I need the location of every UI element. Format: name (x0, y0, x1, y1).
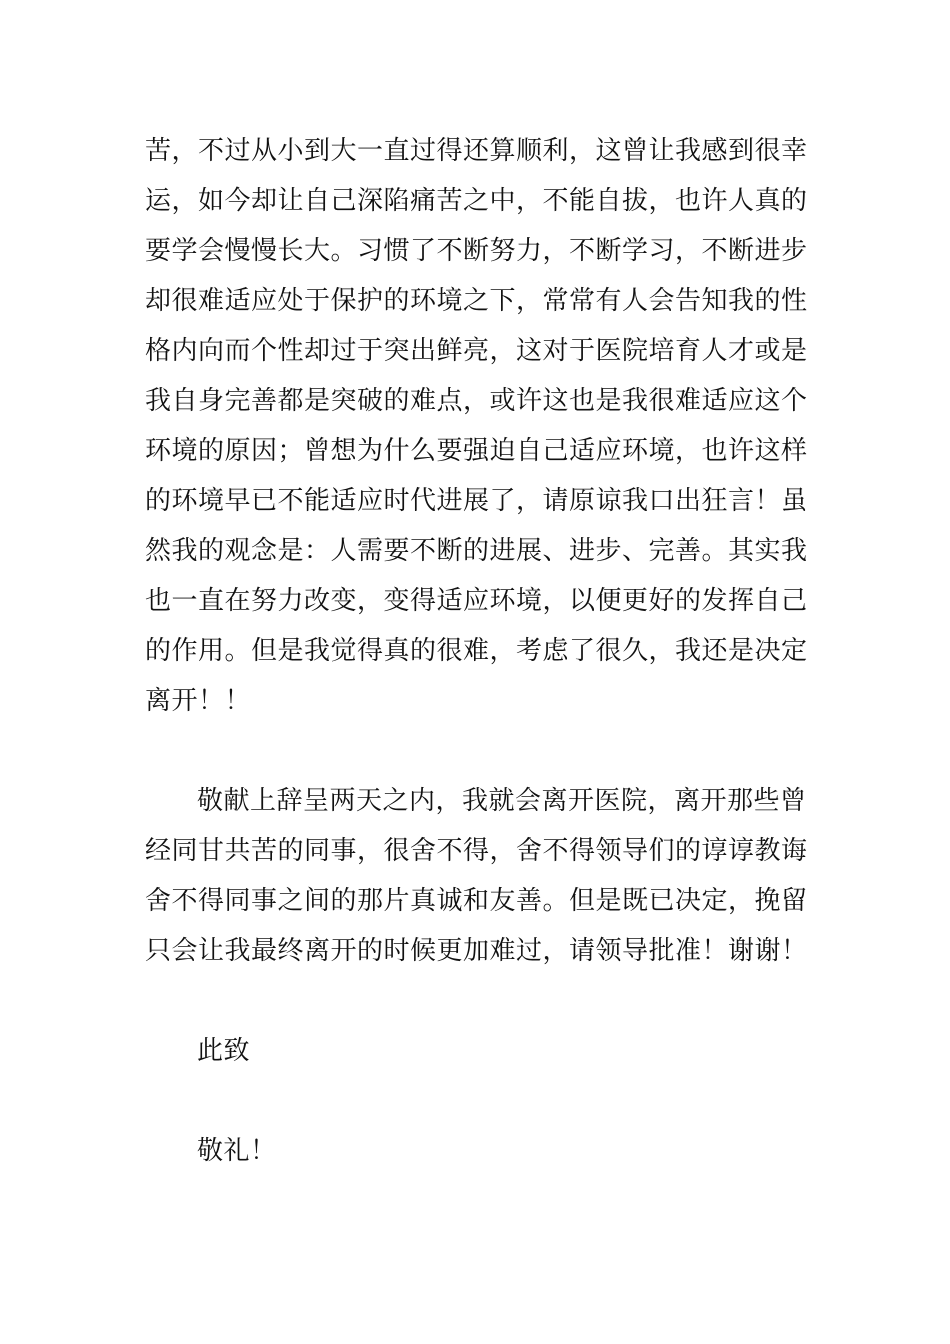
closing-regards: 敬礼！ (197, 1136, 277, 1166)
paragraph-1-line-11: 的作用。但是我觉得真的很难，考虑了很久，我还是决定 (145, 636, 808, 666)
paragraph-2-line-3: 舍不得同事之间的那片真诚和友善。但是既已决定，挽留 (145, 886, 808, 916)
paragraph-1-line-4: 却很难适应处于保护的环境之下，常常有人会告知我的性 (145, 286, 808, 316)
paragraph-1-line-1: 苦，不过从小到大一直过得还算顺利，这曾让我感到很幸 (145, 136, 808, 166)
paragraph-2-line-4: 只会让我最终离开的时候更加难过，请领导批准！谢谢！ (145, 936, 808, 966)
paragraph-1-line-8: 的环境早已不能适应时代进展了，请原谅我口出狂言！虽 (145, 486, 808, 516)
closing-salutation: 此致 (197, 1036, 251, 1066)
paragraph-1-line-7: 环境的原因；曾想为什么要强迫自己适应环境，也许这样 (145, 436, 808, 466)
paragraph-1-line-12: 离开！！ (145, 686, 252, 716)
paragraph-1-line-9: 然我的观念是：人需要不断的进展、进步、完善。其实我 (145, 536, 808, 566)
paragraph-2-line-2: 经同甘共苦的同事，很舍不得，舍不得领导们的谆谆教诲 (145, 836, 808, 866)
paragraph-1-line-5: 格内向而个性却过于突出鲜亮，这对于医院培育人才或是 (145, 336, 808, 366)
paragraph-1-line-10: 也一直在努力改变，变得适应环境，以便更好的发挥自己 (145, 586, 808, 616)
paragraph-1-line-2: 运，如今却让自己深陷痛苦之中，不能自拔，也许人真的 (145, 186, 808, 216)
paragraph-2-line-1: 敬献上辞呈两天之内，我就会离开医院，离开那些曾 (197, 786, 807, 816)
paragraph-1-line-6: 我自身完善都是突破的难点，或许这也是我很难适应这个 (145, 386, 808, 416)
paragraph-1-line-3: 要学会慢慢长大。习惯了不断努力，不断学习，不断进步 (145, 236, 808, 266)
